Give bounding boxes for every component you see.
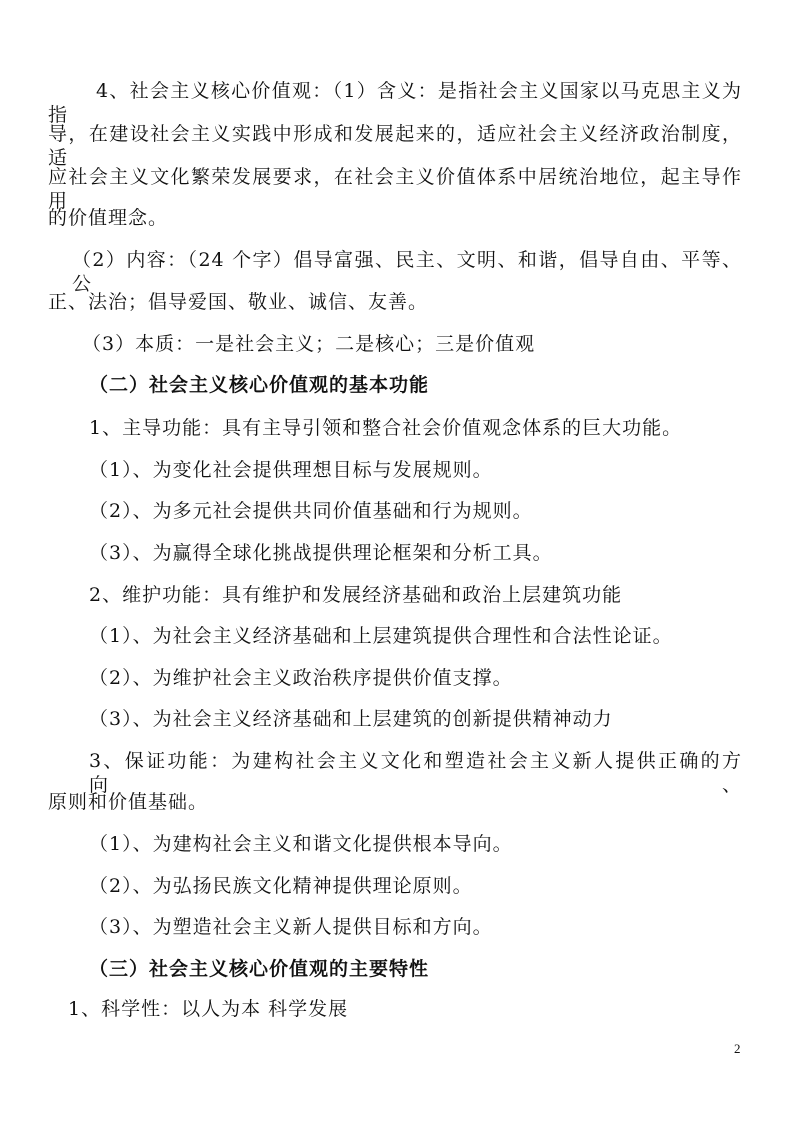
core-values-definition-line-1: 4、社会主义核心价值观：（1）含义：是指社会主义国家以马克思主义为指 <box>48 80 742 126</box>
function-item-1-sub-2: （2）、为多元社会提供共同价值基础和行为规则。 <box>89 500 533 522</box>
function-item-3-line-1: 3、保证功能：为建构社会主义文化和塑造社会主义新人提供正确的方向、 <box>89 750 742 796</box>
core-values-essence: （3）本质：一是社会主义；二是核心；三是价值观 <box>82 333 536 355</box>
function-item-1-sub-3: （3）、为赢得全球化挑战提供理论框架和分析工具。 <box>89 542 553 564</box>
function-item-1: 1、主导功能：具有主导引领和整合社会价值观念体系的巨大功能。 <box>89 417 683 439</box>
characteristic-item-1: 1、科学性：以人为本 科学发展 <box>68 998 349 1020</box>
core-values-content-line-2: 正、法治；倡导爱国、敬业、诚信、友善。 <box>48 291 429 313</box>
core-values-definition-line-3: 应社会主义文化繁荣发展要求，在社会主义价值体系中居统治地位，起主导作用 <box>48 166 742 212</box>
function-item-3-sub-2: （2）、为弘扬民族文化精神提供理论原则。 <box>89 875 473 897</box>
core-values-definition-line-2: 导，在建设社会主义实践中形成和发展起来的，适应社会主义经济政治制度，适 <box>48 123 742 169</box>
function-item-2-sub-3: （3）、为社会主义经济基础和上层建筑的创新提供精神动力 <box>89 708 613 730</box>
core-values-content-line-1: （2）内容：（24 个字）倡导富强、民主、文明、和谐，倡导自由、平等、公 <box>72 249 742 295</box>
function-item-3-sub-1: （1）、为建构社会主义和谐文化提供根本导向。 <box>89 833 513 855</box>
section-3-heading: （三）社会主义核心价值观的主要特性 <box>89 958 430 980</box>
function-item-3-line-2: 原则和价值基础。 <box>48 791 209 813</box>
page-number: 2 <box>734 1041 741 1056</box>
function-item-2-sub-1: （1）、为社会主义经济基础和上层建筑提供合理性和合法性论证。 <box>89 625 673 647</box>
function-item-2-sub-2: （2）、为维护社会主义政治秩序提供价值支撑。 <box>89 667 513 689</box>
section-2-heading: （二）社会主义核心价值观的基本功能 <box>89 374 430 396</box>
function-item-1-sub-1: （1）、为变化社会提供理想目标与发展规则。 <box>89 459 493 481</box>
function-item-3-sub-3: （3）、为塑造社会主义新人提供目标和方向。 <box>89 916 493 938</box>
core-values-definition-line-4: 的价值理念。 <box>48 207 169 229</box>
function-item-2: 2、维护功能：具有维护和发展经济基础和政治上层建筑功能 <box>89 584 623 606</box>
